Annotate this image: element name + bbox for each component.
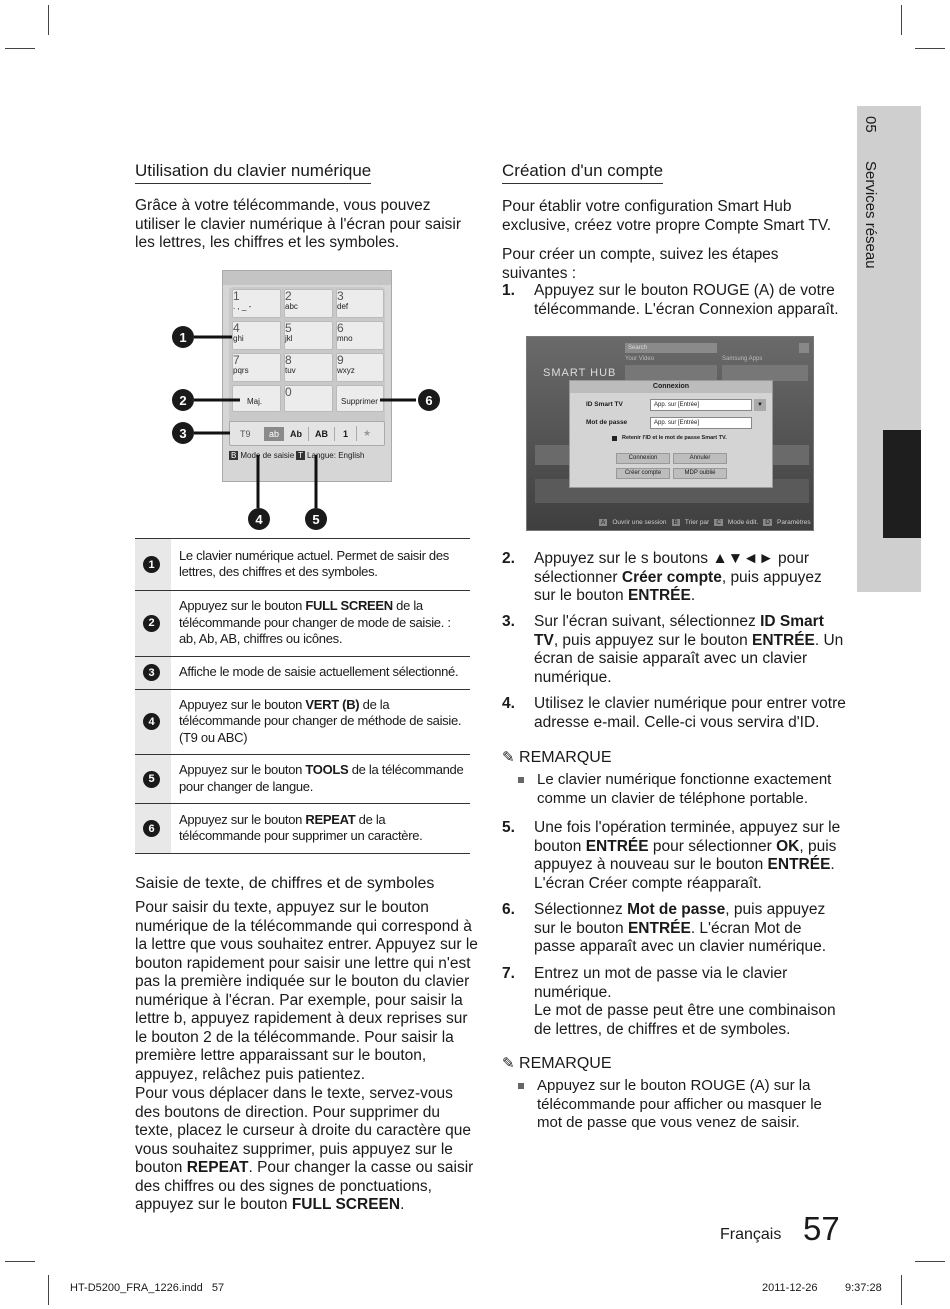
table-row: [135, 804, 470, 854]
left-paragraph-1: Pour saisir du texte, appuyez sur le bouton numérique de la télécommande qui correspond à la lettre que vous souhaitez entrer. Appuyez sur le bouton rapidement pour saisir une lettre qui n'est pas la première indiquée sur le bouton du clavier numérique à l'écran. Par exemple, pour saisir la lettre b, appuyez rapidement à deux reprises sur le bouton 2 de la télécommande. Pour saisir la première lettre apparaissant sur le bouton, appuyez, relâchez puis patientez.: [135, 899, 478, 1083]
keypad-footer-lang: Langue: English: [307, 451, 365, 460]
footer-file: HT-D5200_FRA_1226.indd 57: [70, 1282, 225, 1294]
annuler-button[interactable]: Annuler: [673, 453, 727, 464]
d-button-icon: D: [765, 519, 770, 526]
left-subheading: Saisie de texte, de chiffres et de symboles: [135, 875, 435, 892]
row-text: de la télécommande pour changer de méthode de saisie. (T9 ou ABC): [179, 696, 462, 745]
row-text: de la télécommande pour changer de langue.: [179, 762, 464, 794]
close-icon: [799, 343, 809, 353]
row-text: de la télécommande pour changer de mode de saisie. : ab, Ab, AB, chiffres ou icônes.: [179, 598, 451, 646]
tools-button-icon: T: [298, 451, 304, 460]
note-2: ✎ REMARQUE Appuyez sur le bouton ROUGE (A) sur la télécommande pour afficher ou masquer le mot de passe que vous venez de saisir.: [502, 1055, 822, 1131]
bottom-item: Trier par: [684, 519, 710, 526]
note-text: Le clavier numérique fonctionne exactement comme un clavier de téléphone portable.: [537, 771, 832, 807]
bottom-item: Ouvrir une session: [612, 519, 667, 526]
page-number: 57: [803, 1210, 840, 1247]
connexion-button[interactable]: Connexion: [616, 453, 670, 464]
callout-6: 6: [418, 389, 440, 411]
id-field[interactable]: App. sur [Entrée]: [650, 399, 752, 411]
left-heading-wrap: [135, 161, 371, 184]
step-6: 6. Sélectionnez Mot de passe, puis appuyez sur le bouton ENTRÉE. L'écran Mot de passe apparaît avec un clavier numérique.: [502, 901, 827, 955]
keypad-key-5: 5 jkl: [284, 321, 333, 350]
step-7: 7. Entrez un mot de passe via le clavier numérique. Le mot de passe peut être une combinaison de lettres, de chiffres et de symboles.: [502, 965, 836, 1038]
a-button-icon: A: [601, 519, 606, 526]
button-name: TOOLS: [305, 762, 349, 777]
note-title: REMARQUE: [519, 749, 612, 766]
mdp-oublie-button[interactable]: MDP oublié: [673, 468, 727, 479]
table-row: [135, 689, 470, 755]
row-text: Affiche le mode de saisie actuellement sélectionné.: [179, 663, 459, 679]
mode-number: 1: [334, 427, 356, 441]
mode-t9: T9: [240, 428, 251, 439]
table-row: [135, 656, 470, 689]
button-name: REPEAT: [305, 811, 356, 827]
row-text: Appuyez sur le bouton: [179, 598, 306, 613]
row-text: de la télécommande pour supprimer un caractère.: [179, 811, 423, 843]
mode-Ab: Ab: [290, 428, 303, 439]
callout-1: 1: [172, 326, 194, 348]
mode-AB: AB: [308, 427, 334, 441]
note-title: REMARQUE: [519, 1055, 612, 1072]
note-1: [502, 748, 847, 808]
row-text: Appuyez sur le bouton: [179, 762, 306, 777]
password-label: Mot de passe: [586, 419, 628, 426]
hub-bottom-bar: [599, 519, 811, 526]
keypad-key-8: 8 tuv: [284, 353, 333, 382]
table-row: [135, 539, 470, 591]
button-name: FULL SCREEN: [305, 598, 393, 613]
hub-apps-strip: [722, 365, 808, 381]
row-number: 3: [143, 664, 160, 681]
creer-compte-button[interactable]: Créer compte: [616, 468, 670, 479]
bullet-icon: [518, 777, 524, 783]
left-heading: Utilisation du clavier numérique: [135, 161, 371, 184]
callout-5: 5: [305, 508, 327, 530]
button-name: VERT (B): [305, 696, 360, 712]
keypad-description-table: [135, 538, 470, 854]
step-4: 4. Utilisez le clavier numérique pour entrer votre adresse e-mail. Celle-ci vous servira d'ID.: [502, 695, 846, 731]
step-5: 5. Une fois l'opération terminée, appuyez sur le bouton ENTRÉE pour sélectionner OK, puis appuyez à nouveau sur le bouton ENTRÉE. L'écran Créer compte réapparaît.: [502, 819, 841, 892]
c-button-icon: C: [716, 519, 721, 526]
id-label: ID Smart TV: [586, 401, 623, 408]
table-row: [135, 755, 470, 804]
right-heading-wrap: [502, 161, 663, 184]
hub-your-video: Your Video: [625, 356, 655, 362]
callout-lines: [170, 325, 440, 525]
callout-4: 4: [248, 508, 270, 530]
connexion-dialog: [569, 380, 773, 488]
row-number: 4: [143, 713, 160, 730]
keypad-key-2: 2 abc: [284, 289, 333, 318]
keypad-key-4: 4 ghi: [232, 321, 281, 350]
remember-label: Retenir l'ID et le mot de passe Smart TV.: [622, 435, 727, 441]
left-paragraph-2: Pour vous déplacer dans le texte, servez-vous des boutons de direction. Pour supprimer du texte, placez le curseur à droite du caractère que vous souhaitez supprimer, puis appuyez sur le bouton REPEAT. Pour changer la casse ou saisir des chiffres ou des signes de ponctuations, appuyez sur le bouton FULL SCREEN.: [135, 1085, 474, 1213]
bullet-icon: [518, 1083, 524, 1089]
step-3: 3. Sur l'écran suivant, sélectionnez ID Smart TV, puis appuyez sur le bouton ENTRÉE. Un écran de saisie apparaît avec un clavier numérique.: [502, 613, 844, 686]
bottom-item: Mode édit.: [727, 519, 759, 526]
right-intro-2: Pour créer un compte, suivez les étapes suivantes :: [502, 246, 779, 282]
star-icon: ★: [356, 426, 377, 441]
left-intro: Grâce à votre télécommande, vous pouvez utiliser le clavier numérique à l'écran pour saisir les lettres, les chiffres et les symboles.: [135, 197, 462, 251]
side-tab-text: [855, 116, 885, 316]
step-1: 1. Appuyez sur le bouton ROUGE (A) de votre télécommande. L'écran Connexion apparaît.: [502, 282, 839, 318]
callout-2: 2: [172, 389, 194, 411]
hub-video-strip: [625, 365, 717, 381]
right-intro: Pour établir votre configuration Smart Hub exclusive, créez votre propre Compte Smart TV.: [502, 198, 832, 234]
footer-time: 9:37:28: [845, 1282, 882, 1294]
keypad-key-7: 7 pqrs: [232, 353, 281, 382]
pencil-icon: ✎: [502, 1055, 515, 1072]
footer-date: 2011-12-26: [762, 1282, 818, 1294]
chapter-side-tab-dark: [883, 430, 921, 538]
right-heading: Création d'un compte: [502, 161, 663, 184]
pencil-icon: ✎: [502, 749, 515, 766]
keypad-key-9: 9 wxyz: [336, 353, 384, 382]
keypad-footer-mode: Mode de saisie: [240, 451, 295, 460]
row-text: Appuyez sur le bouton: [179, 811, 306, 827]
keypad-key-6: 6 mno: [336, 321, 384, 350]
row-number: 5: [143, 771, 160, 788]
callout-3: 3: [172, 422, 194, 444]
footer-language: Français: [720, 1226, 782, 1243]
side-tab-label: Services réseau: [862, 161, 879, 269]
smart-hub-screenshot: [526, 336, 814, 531]
keypad-key-0: 0: [284, 385, 333, 412]
checkbox-icon[interactable]: [612, 436, 617, 441]
step-2: 2. Appuyez sur le s boutons ▲▼◄► pour sélectionner Créer compte, puis appuyez sur le bouton ENTRÉE.: [502, 550, 822, 604]
row-text: Appuyez sur le bouton: [179, 696, 306, 712]
mode-ab-selected: ab: [264, 427, 284, 441]
table-row: [135, 591, 470, 657]
hub-samsung-apps: Samsung Apps: [722, 356, 763, 362]
keypad-key-1: 1 . , _ -: [232, 289, 281, 318]
b-button-icon: B: [673, 519, 678, 526]
password-field[interactable]: App. sur [Entrée]: [650, 417, 752, 429]
dialog-title: Connexion: [570, 381, 772, 393]
keypad-key-supprimer: Supprimer: [336, 385, 384, 412]
row-text: Le clavier numérique actuel. Permet de saisir des lettres, des chiffres et des symboles.: [179, 547, 449, 579]
row-number: 2: [143, 615, 160, 632]
row-number: 6: [143, 820, 160, 837]
keypad-key-3: 3 def: [336, 289, 384, 318]
bottom-item: Paramètres: [776, 519, 811, 526]
keypad-key-maj: Maj.: [232, 385, 281, 412]
side-tab-number: 05: [862, 116, 879, 133]
b-button-icon: B: [231, 451, 237, 460]
row-number: 1: [143, 556, 160, 573]
hub-search: Search: [625, 343, 717, 353]
dropdown-arrow-icon[interactable]: ▼: [754, 399, 766, 411]
smart-hub-logo: SMART HUB: [543, 367, 617, 379]
